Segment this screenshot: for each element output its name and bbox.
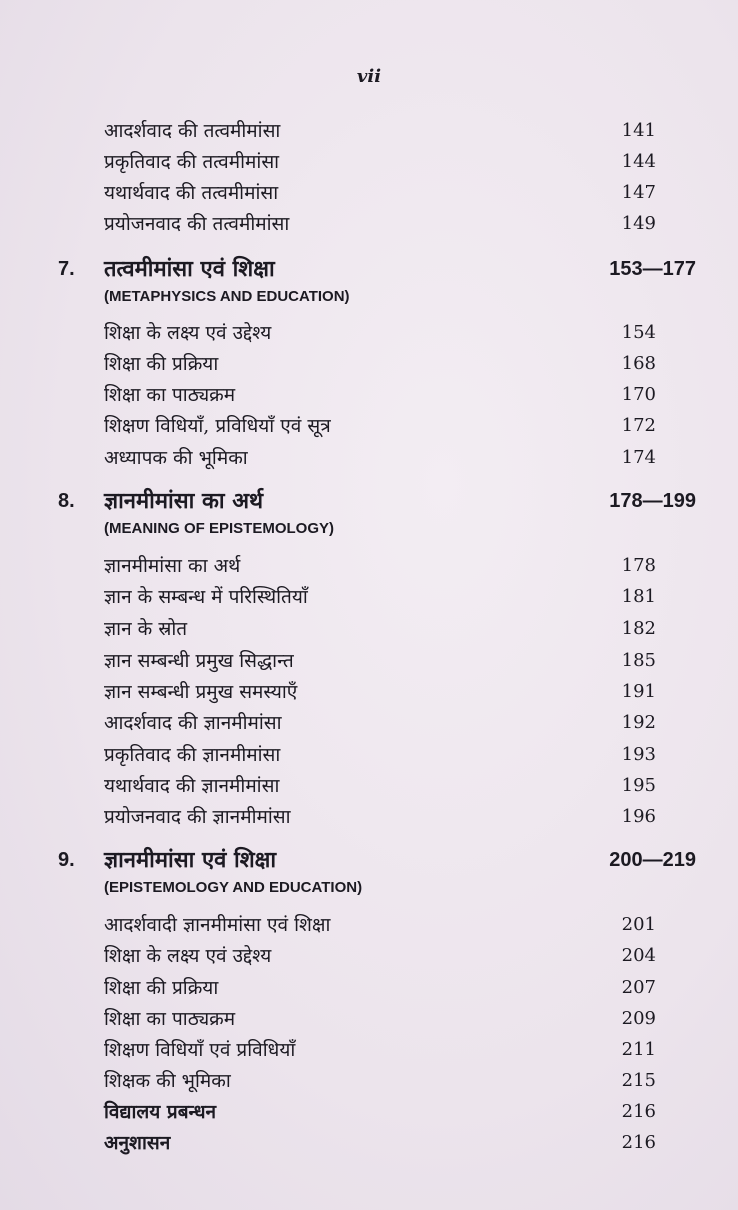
- toc-entry: [0, 1097, 738, 1127]
- toc-entry: [0, 973, 738, 1003]
- entry-title: शिक्षा का पाठ्यक्रम: [104, 1008, 236, 1030]
- chapter-page-range: 153—177: [609, 258, 696, 280]
- entry-page: 181: [621, 586, 656, 607]
- entry-title: आदर्शवाद की तत्वमीमांसा: [104, 120, 281, 142]
- entry-page: 193: [621, 744, 656, 765]
- chapter-title: ज्ञानमीमांसा का अर्थ: [104, 488, 264, 514]
- toc-entry: [0, 1035, 738, 1065]
- toc-entry: [0, 1004, 738, 1034]
- page-number: vii: [356, 66, 382, 87]
- chapter-page-range: 200—219: [609, 849, 696, 871]
- entry-page: 216: [621, 1101, 656, 1122]
- entry-page: 154: [621, 322, 656, 343]
- toc-entry: [0, 646, 738, 676]
- toc-entry: [0, 677, 738, 707]
- chapter-title: ज्ञानमीमांसा एवं शिक्षा: [104, 847, 277, 873]
- chapter-number: 9.: [58, 849, 75, 871]
- toc-entry: [0, 708, 738, 738]
- toc-entry: [0, 178, 738, 208]
- entry-title: ज्ञानमीमांसा का अर्थ: [104, 555, 241, 577]
- toc-entry: [0, 116, 738, 146]
- entry-page: 170: [621, 384, 656, 405]
- chapter-subtitle: (METAPHYSICS AND EDUCATION): [104, 288, 350, 305]
- entry-page: 185: [621, 650, 656, 671]
- entry-title: ज्ञान सम्बन्धी प्रमुख समस्याएँ: [104, 681, 298, 703]
- toc-entry: [0, 411, 738, 441]
- chapter-title: तत्वमीमांसा एवं शिक्षा: [104, 256, 275, 282]
- entry-page: 182: [621, 618, 656, 639]
- entry-page: 168: [621, 353, 656, 374]
- entry-title: शिक्षा का पाठ्यक्रम: [104, 384, 236, 406]
- toc-entry: [0, 443, 738, 473]
- entry-title: शिक्षक की भूमिका: [104, 1070, 231, 1092]
- entry-page: 201: [621, 914, 656, 935]
- entry-page: 172: [621, 415, 656, 436]
- chapter-heading: [0, 252, 738, 286]
- entry-page: 215: [621, 1070, 656, 1091]
- chapter-page-range: 178—199: [609, 490, 696, 512]
- entry-page: 196: [621, 806, 656, 827]
- toc-entry: [0, 318, 738, 348]
- chapter-subtitle: (EPISTEMOLOGY AND EDUCATION): [104, 879, 363, 896]
- toc-entry: [0, 802, 738, 832]
- entry-title: प्रयोजनवाद की ज्ञानमीमांसा: [104, 806, 291, 828]
- toc-entry: [0, 740, 738, 770]
- entry-title: प्रकृतिवाद की ज्ञानमीमांसा: [104, 744, 281, 766]
- chapter-subtitle-row: [0, 517, 738, 541]
- toc-entry: [0, 941, 738, 971]
- entry-page: 147: [621, 182, 656, 203]
- entry-page: 209: [621, 1008, 656, 1029]
- toc-entry: [0, 209, 738, 239]
- chapter-heading: [0, 484, 738, 518]
- toc-entry: [0, 1128, 738, 1158]
- toc-entry: [0, 1066, 738, 1096]
- entry-title: ज्ञान के स्रोत: [104, 618, 188, 640]
- chapter-heading: [0, 843, 738, 877]
- entry-page: 207: [621, 977, 656, 998]
- toc-entry: [0, 349, 738, 379]
- toc-entry: [0, 910, 738, 940]
- entry-page: 174: [621, 447, 656, 468]
- entry-page: 144: [621, 151, 656, 172]
- entry-page: 195: [621, 775, 656, 796]
- entry-title: यथार्थवाद की ज्ञानमीमांसा: [104, 775, 280, 797]
- entry-title: आदर्शवादी ज्ञानमीमांसा एवं शिक्षा: [104, 914, 331, 936]
- chapter-subtitle-row: [0, 876, 738, 900]
- toc-entry: [0, 771, 738, 801]
- entry-page: 211: [621, 1039, 656, 1060]
- toc-entry: [0, 582, 738, 612]
- entry-page: 141: [621, 120, 656, 141]
- entry-title: आदर्शवाद की ज्ञानमीमांसा: [104, 712, 282, 734]
- entry-title: विद्यालय प्रबन्धन: [104, 1101, 217, 1123]
- chapter-number: 7.: [58, 258, 75, 280]
- entry-page: 191: [621, 681, 656, 702]
- toc-entry: [0, 380, 738, 410]
- entry-title: अनुशासन: [104, 1132, 171, 1154]
- entry-title: शिक्षण विधियाँ, प्रविधियाँ एवं सूत्र: [104, 415, 331, 437]
- entry-page: 204: [621, 945, 656, 966]
- toc-entry: [0, 147, 738, 177]
- toc-entry: [0, 551, 738, 581]
- entry-page: 149: [621, 213, 656, 234]
- entry-title: प्रयोजनवाद की तत्वमीमांसा: [104, 213, 290, 235]
- entry-title: शिक्षा की प्रक्रिया: [104, 977, 219, 999]
- toc-entry: [0, 614, 738, 644]
- chapter-number: 8.: [58, 490, 75, 512]
- entry-title: ज्ञान के सम्बन्ध में परिस्थितियाँ: [104, 586, 308, 608]
- entry-page: 216: [621, 1132, 656, 1153]
- entry-title: शिक्षा के लक्ष्य एवं उद्देश्य: [104, 322, 272, 344]
- entry-title: शिक्षण विधियाँ एवं प्रविधियाँ: [104, 1039, 296, 1061]
- entry-page: 192: [621, 712, 656, 733]
- entry-title: अध्यापक की भूमिका: [104, 447, 248, 469]
- entry-title: ज्ञान सम्बन्धी प्रमुख सिद्धान्त: [104, 650, 294, 672]
- entry-title: प्रकृतिवाद की तत्वमीमांसा: [104, 151, 280, 173]
- chapter-subtitle-row: [0, 285, 738, 309]
- entry-page: 178: [621, 555, 656, 576]
- entry-title: शिक्षा की प्रक्रिया: [104, 353, 219, 375]
- chapter-subtitle: (MEANING OF EPISTEMOLOGY): [104, 520, 335, 537]
- entry-title: यथार्थवाद की तत्वमीमांसा: [104, 182, 279, 204]
- entry-title: शिक्षा के लक्ष्य एवं उद्देश्य: [104, 945, 272, 967]
